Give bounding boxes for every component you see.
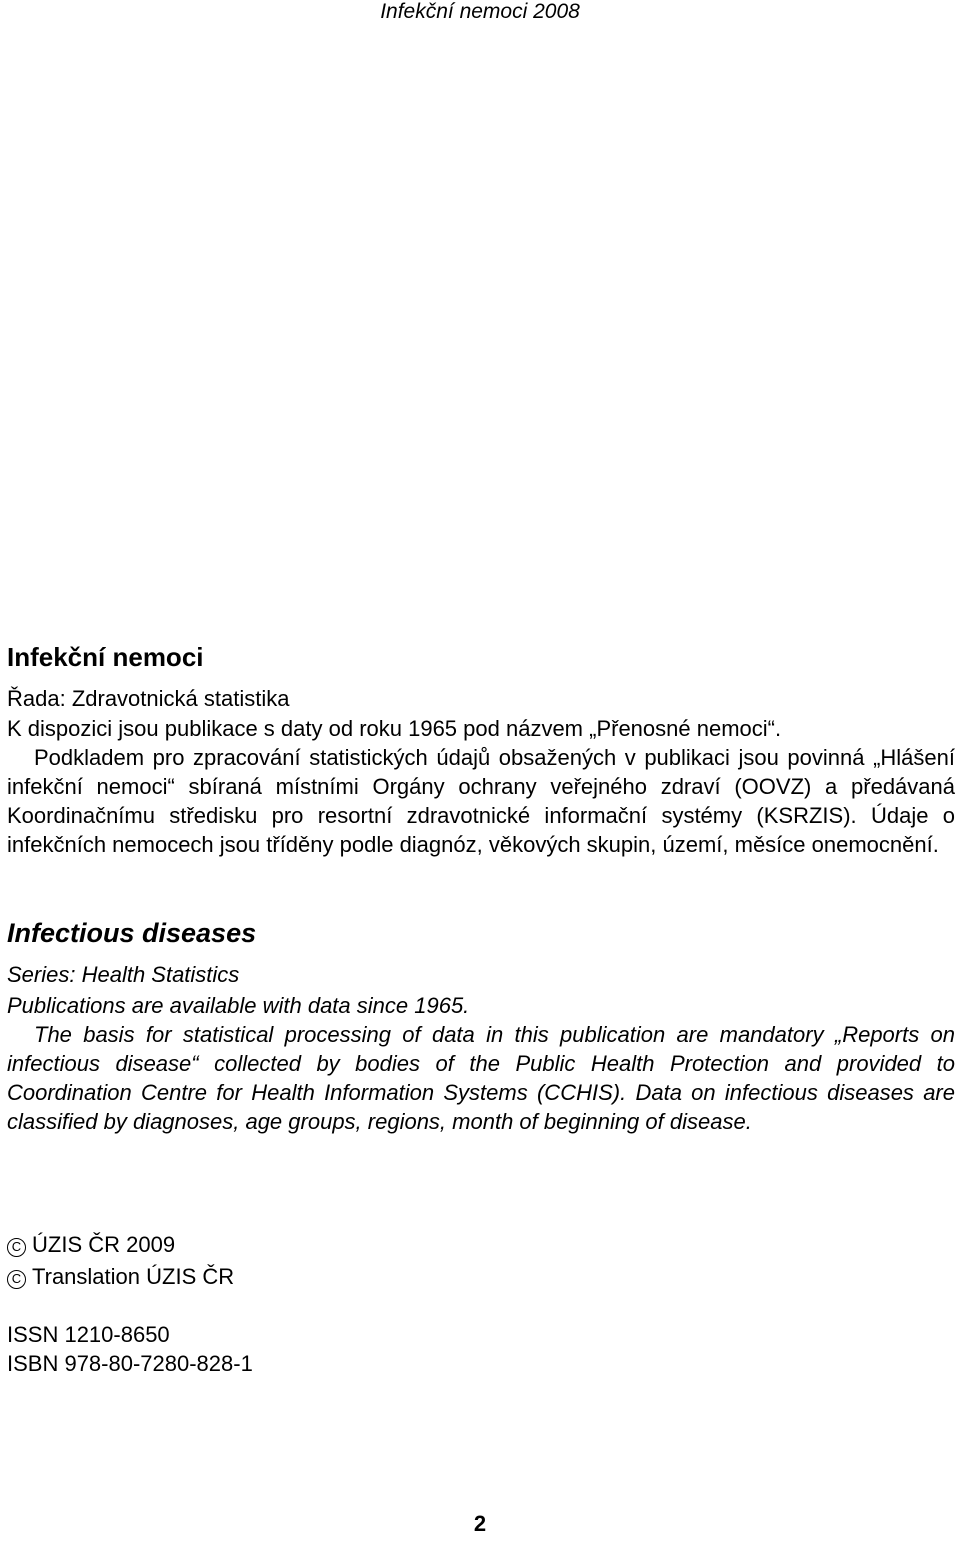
running-header: Infekční nemoci 2008 — [380, 0, 580, 23]
page-number: 2 — [473, 1511, 487, 1536]
english-series: Series: Health Statistics — [7, 962, 240, 987]
english-title: Infectious diseases — [7, 918, 257, 948]
issn-number: ISSN 1210-8650 — [7, 1322, 170, 1347]
czech-title: Infekční nemoci — [7, 642, 204, 672]
english-intro: Publications are available with data since 1965. — [7, 993, 470, 1018]
copyright-line-2 — [7, 1262, 234, 1291]
copyright-line-1 — [7, 1230, 175, 1259]
czech-series: Řada: Zdravotnická statistika — [7, 686, 290, 711]
copyright-text-2: Translation ÚZIS ČR — [32, 1264, 235, 1289]
isbn-number: ISBN 978-80-7280-828-1 — [7, 1351, 253, 1376]
copyright-icon: C — [7, 1270, 26, 1289]
copyright-icon: C — [7, 1238, 26, 1257]
czech-intro: K dispozici jsou publikace s daty od roku 1965 pod názvem „Přenosné nemoci“. — [7, 716, 782, 741]
english-paragraph: The basis for statistical processing of data in this publication are mandatory „Reports on infectious disease“ collected by bodies of the Public Health Protection and provided to Coordination Centre for Health Information Systems (CCHIS). Data on infectious diseases are classified by diagnoses, age groups, regions, month of beginning of disease. — [7, 1022, 955, 1134]
copyright-text-1: ÚZIS ČR 2009 — [32, 1232, 176, 1257]
czech-paragraph: Podkladem pro zpracování statistických údajů obsažených v publikaci jsou povinná „Hlášení infekční nemoci“ sbíraná místními Orgány ochrany veřejného zdraví (OOVZ) a předávaná Koordinačnímu středisku pro resortní zdravotnické informační systémy (KSRZIS). Údaje o infekčních nemocech jsou tříděny podle diagnóz, věkových skupin, území, měsíce onemocnění. — [7, 745, 955, 857]
